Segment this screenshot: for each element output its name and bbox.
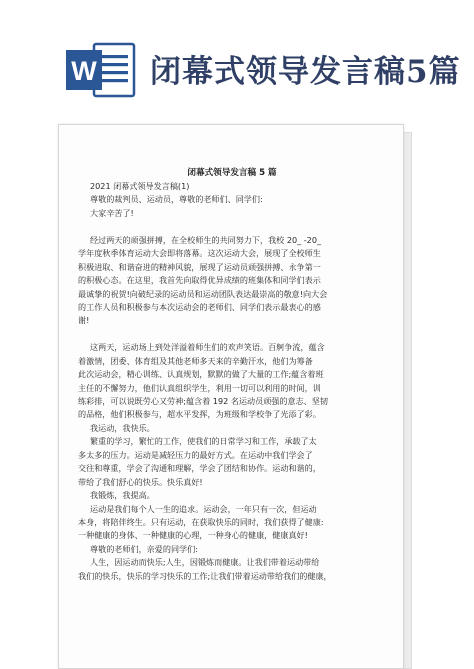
document-body xyxy=(78,180,382,583)
text-line: 本身，将陪伴终生。只有运动，在获取快乐的同时，我们获得了健康: xyxy=(78,516,324,527)
text-line: 运动是我们每个人一生的追求。运动会，一年只有一次，但运动 xyxy=(90,503,317,514)
text-line: 我们的快乐，快乐的学习快乐的工作;让我们带着运动带给我们的健康， xyxy=(78,570,332,581)
text-line: 交往和尊重，学会了沟通和理解，学会了团结和协作。运动和谐的， xyxy=(78,463,321,474)
text-line: 积极进取、和谐奋进的精神风貌，展现了运动员顽强拼搏、永争第一 xyxy=(78,261,321,272)
text-line: 尊敬的老师们，亲爱的同学们: xyxy=(90,543,198,554)
text-line: 2021 闭幕式领导发言稿(1) xyxy=(90,181,190,191)
text-line: 谢! xyxy=(78,315,90,326)
text-line: 我运动，我快乐。 xyxy=(90,422,155,433)
text-line: 大家辛苦了! xyxy=(90,207,134,218)
text-line: 带给了我们舒心的快乐。快乐真好! xyxy=(78,476,203,487)
text-line: 的积极心态。在这里，我首先向取得优异成绩的班集体和同学们表示 xyxy=(78,275,321,286)
document-title: 闭幕式领导发言稿 5 篇 xyxy=(187,168,277,178)
text-line: 的工作人员和积极参与本次运动会的老师们、同学们表示最衷心的感 xyxy=(78,301,321,312)
text-line: 尊敬的裁判员、运动员，尊敬的老师们、同学们: xyxy=(90,194,263,205)
banner-title: 闭幕式领导发言稿5篇 xyxy=(150,54,461,90)
text-line: 此次运动会，精心训练、认真规划，默默的做了大量的工作;蕴含着班 xyxy=(78,369,324,380)
paragraph-gap xyxy=(78,328,382,341)
text-line: 主任的不懈努力，他们认真组织学生，利用一切可以利用的时间，训 xyxy=(78,382,321,393)
paragraph-gap xyxy=(78,220,382,233)
word-icon xyxy=(64,40,136,100)
text-line: 人生，因运动而快乐;人生，因锻炼而健康。让我们带着运动带给 xyxy=(90,557,320,568)
text-line: 多太多的压力。运动是减轻压力的最好方式。在运动中我们学会了 xyxy=(78,449,313,460)
text-line: 的品格，他们积极参与，超水平发挥，为班级和学校争了光添了彩。 xyxy=(78,409,321,420)
text-line: 着激情，团委、体育组及其他老师多天来的辛勤汗水，他们为筹备 xyxy=(78,355,313,366)
text-line: 最诚挚的祝贺!向破纪录的运动员和运动团队表达最崇高的敬意!向大会 xyxy=(78,288,328,299)
header-banner xyxy=(0,0,474,120)
text-line: 经过两天的顽强拼搏，在全校师生的共同努力下，我校 20_ -20_ xyxy=(90,234,322,245)
word-logo-letter: W xyxy=(71,56,97,86)
text-line: 一种健康的身体、一种健康的心理，一种身心的健康，健康真好! xyxy=(78,530,308,541)
text-line: 练彩排，可以说既劳心又劳神;蕴含着 192 名运动员顽强的意志、坚韧 xyxy=(78,396,328,406)
text-line: 繁重的学习，繁忙的工作，使我们的日常学习和工作，承载了太 xyxy=(90,436,317,447)
text-line: 学年度秋季体育运动大会即将落幕。这次运动大会，展现了全校师生 xyxy=(78,248,321,259)
text-line: 我锻炼，我提高。 xyxy=(90,490,155,501)
text-line: 这两天，运动场上到处洋溢着师生们的欢声笑语。百舸争流，蕴含 xyxy=(90,342,325,353)
